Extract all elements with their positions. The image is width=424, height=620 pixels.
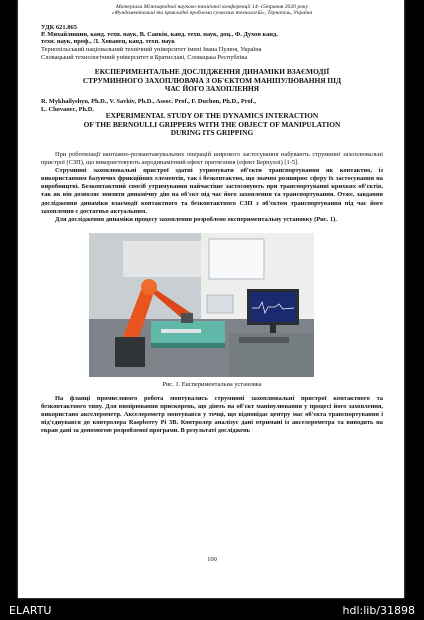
body-paragraph-2: Струминні захоплювальні пристрої здатні утримувати об'єкти транспортування як контактно, із використанням базуючих фрикційних елементів, так і безконтактно, що значно розширює сферу їх застосування на виробництві. Безконтактний спосіб утримування найчастіше застосовують при транспортуванні крихких об'єктів, так як він дозволяє знизити динамічну дію на об'єкт під час його захоплення та транспортування. Отже, завдання дослідження динаміки взаємодії контактного та безконтактного СЗП з об'єктом транспортування під час його захоплення є достатньо актуальним. — [41, 167, 383, 215]
test-table-edge — [151, 343, 225, 348]
footer-bar — [0, 598, 424, 620]
footer-repository-name: ELARTU — [9, 604, 52, 617]
controller-box — [207, 295, 233, 313]
conference-header — [41, 4, 383, 17]
affiliation-line-2: Словацький технологічний університет в Братиславі, Словацька Республіка — [41, 53, 248, 61]
robot-joint — [141, 279, 157, 295]
authors-ua — [41, 31, 383, 46]
paper-page — [18, 0, 404, 598]
lab-scene-illustration — [89, 233, 314, 377]
figure-caption: Рис. 1. Експериментальна установка — [162, 380, 262, 388]
manipulation-object — [161, 329, 201, 333]
udk-code: УДК 621.865 — [41, 23, 78, 31]
title-en — [41, 112, 383, 138]
window — [209, 239, 264, 279]
title-ua-line-3: ЧАС ЙОГО ЗАХОПЛЕННЯ — [164, 84, 260, 94]
header-line-1: Матеріали Міжнародної науково-технічної конференції 14–15травня 2020 року — [115, 4, 309, 10]
banner — [123, 241, 201, 277]
body-paragraph-1: При роботизації вантажно-розвантажувальних операцій широкого застосування набувають струминні захоплювальні пристрої (СЗП), що використовують аеродинамічний ефект притягання (ефект Бернуллі) [1-5]. — [41, 150, 383, 167]
title-ua-line-1: ЕКСПЕРИМЕНТАЛЬНЕ ДОСЛІДЖЕННЯ ДИНАМІКИ ВЗАЄМОДІЇ — [94, 67, 330, 77]
robot-base — [115, 337, 145, 367]
title-en-line-2: OF THE BERNOULLI GRIPPERS WITH THE OBJECT OF MANIPULATION — [83, 119, 341, 129]
body-paragraph-4: На фланці промислового робота монтувались струминні захоплювальні пристрої контактного та безконтактного типу. Для вимірювання прискорень, що діють на об'єкт маніпулювання у процесі його захоплення, використано акселерометр. Акселерометр монтувався у точці, що відповідає центру мас об'єкта транспортування і під'єднувався до контролера Raspberry Pi 3B. Контролер аналізує дані отримані із акселерометра та виводить на екран дані за допомогою розробленої програми. В результаті досліджень — [41, 394, 383, 435]
desk — [229, 333, 314, 377]
authors-ua-line-1: Р. Михайлишин, канд. техн. наук, В. Савків, канд. техн. наук, доц., Ф. Духон канд. — [41, 30, 278, 38]
affiliation-line-1: Тернопільський національний технічний університет імені Івана Пулюя, Україна — [41, 46, 262, 53]
affiliation — [41, 46, 383, 61]
bernoulli-gripper — [181, 313, 193, 323]
page-number: 100 — [207, 556, 217, 563]
monitor-stand — [270, 325, 276, 333]
title-en-line-1: EXPERIMENTAL STUDY OF THE DYNAMICS INTERACTION — [105, 111, 319, 121]
experimental-setup-photo — [89, 233, 314, 377]
authors-en-line-2: L. Chovanec, Ph.D. — [41, 105, 94, 113]
page-content — [41, 0, 383, 563]
title-en-line-3: DURING ITS GRIPPING — [170, 128, 254, 138]
title-ua — [41, 68, 383, 94]
authors-en-line-1: R. Mykhailyshyn, Ph.D., V. Savkiv, Ph.D., Assoc. Prof., F. Duchon, Ph.D., Prof., — [41, 97, 257, 105]
authors-ua-line-2: техн. наук, проф., Л. Хованец, канд. техн. наук — [41, 38, 175, 46]
title-ua-line-2: СТРУМИННОГО ЗАХОПЛЮВАЧА З ОБ'ЄКТОМ МАНІПУЛЮВАННЯ ПІД — [82, 75, 342, 85]
header-line-2: «Фундаментальні та прикладні проблеми сучасних технологій», Тернопіль, Україна — [111, 10, 313, 17]
body-paragraph-3: Для дослідження динаміки процесу захоплення розроблено експериментальну установку (Рис. 1). — [55, 215, 337, 223]
footer-handle: hdl:lib/31898 — [342, 604, 415, 617]
